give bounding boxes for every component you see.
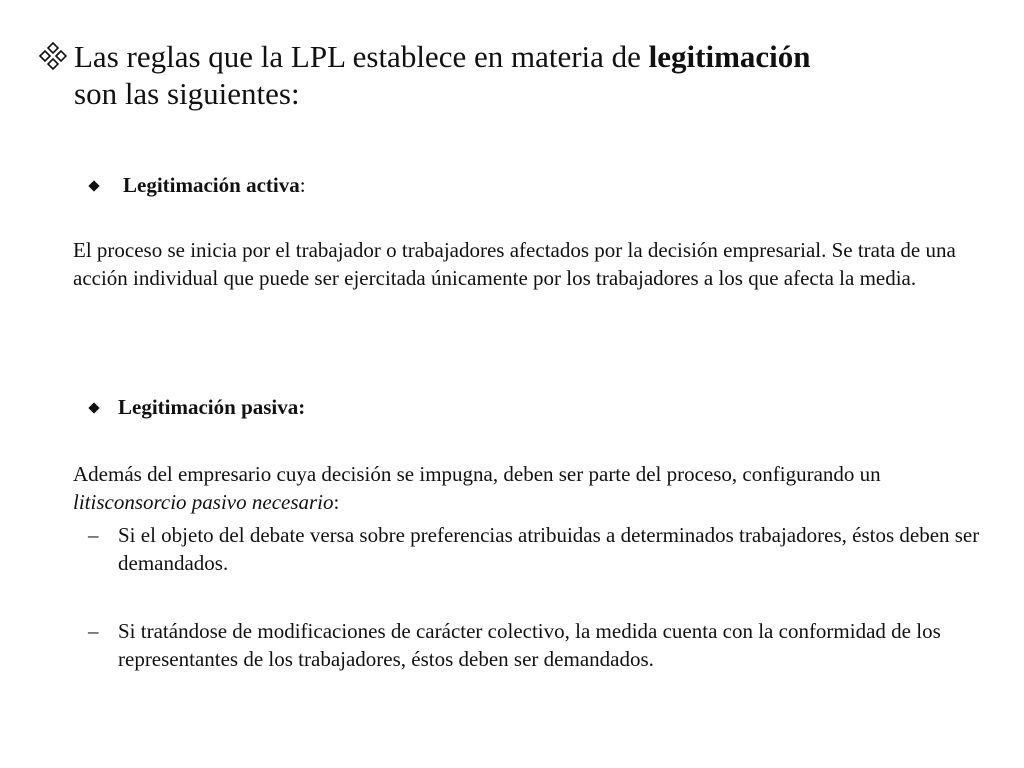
active-body: El proceso se inicia por el trabajador o trabajadores afectados por la decisión empresarial. Se trata de una acción individual que puede ser ejercitada únicamente por los trabajadores a los que afecta la media. [73,238,956,290]
diamond-bullet-icon [88,402,99,413]
heading-text [74,38,974,112]
heading-text-regular: Las reglas que la LPL establece en materia de [74,39,649,74]
passive-intro-italic: litisconsorcio pasivo necesario [73,490,334,514]
heading-text-bold: legitimación [648,39,811,74]
passive-intro-colon: : [333,490,340,514]
passive-title: Legitimación pasiva: [118,395,306,419]
active-title: Legitimación activa [123,173,300,197]
heading-text-continuation: son las siguientes: [74,76,300,111]
dash-bullet: – [88,619,99,643]
diamond-bullet-icon [88,180,99,191]
passive-intro [73,460,973,516]
dash-bullet: – [88,523,99,547]
passive-list-item-text: Si tratándose de modificaciones de carácter colectivo, la medida cuenta con la conformidad de los representantes de los trabajadores, éstos deben ser demandados. [118,619,941,671]
passive-intro-text: Además del empresario cuya decisión se impugna, deben ser parte del proceso, configurando un [73,462,881,486]
passive-list-item-text: Si el objeto del debate versa sobre preferencias atribuidas a determinados trabajadores, éstos deben ser demandados. [118,523,980,575]
four-diamond-bullet-icon [38,41,68,71]
active-colon: : [299,173,306,197]
